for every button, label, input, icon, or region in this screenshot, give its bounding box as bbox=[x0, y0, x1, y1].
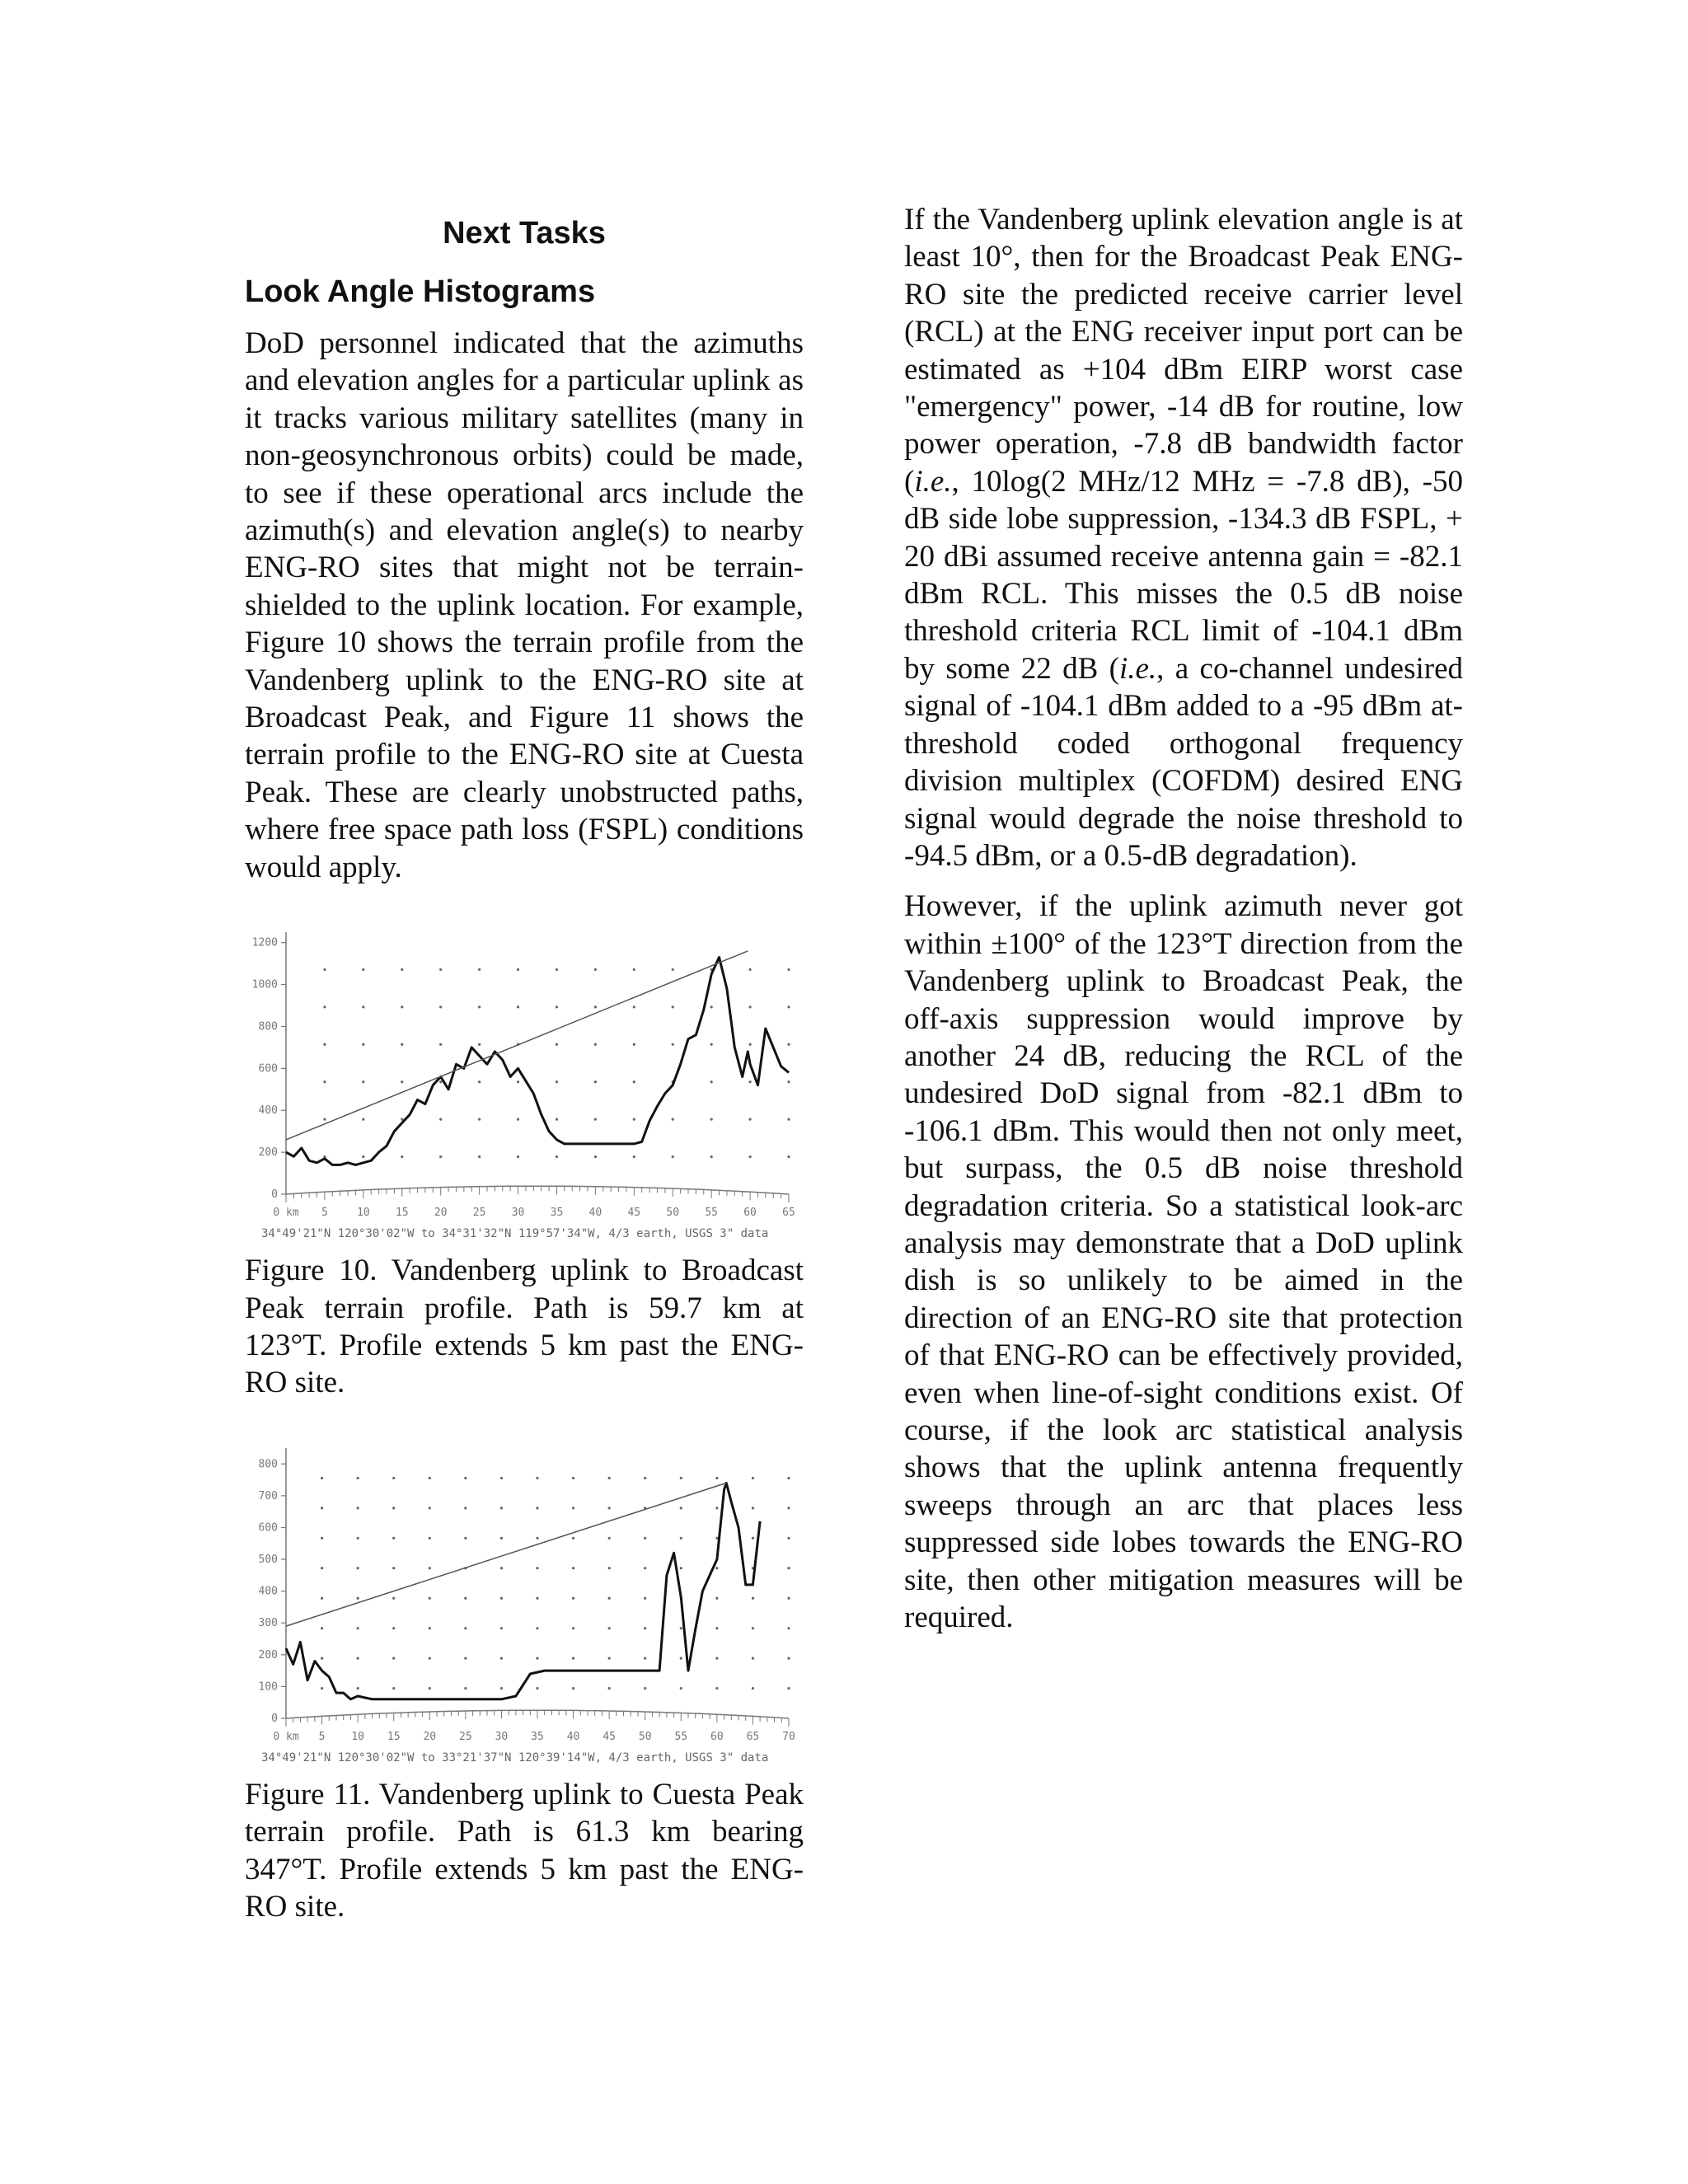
x-tick-label: 45 bbox=[603, 1730, 616, 1743]
grid-dot bbox=[500, 1657, 503, 1659]
grid-dot bbox=[633, 1080, 635, 1083]
grid-dot bbox=[752, 1507, 754, 1509]
grid-dot bbox=[536, 1596, 538, 1599]
grid-dot bbox=[787, 1596, 790, 1599]
grid-dot bbox=[752, 1657, 754, 1659]
grid-dot bbox=[357, 1627, 359, 1629]
grid-dot bbox=[787, 1118, 790, 1121]
figure-11-caption: Figure 11. Vandenberg uplink to Cuesta Peak terrain profile. Path is 61.3 km bearing 347°T. Profile extends 5 km past the ENG-RO site. bbox=[245, 1777, 804, 1924]
grid-dot bbox=[439, 1155, 442, 1158]
grid-dot bbox=[464, 1657, 467, 1659]
y-tick-label: 100 bbox=[258, 1680, 278, 1694]
grid-dot bbox=[572, 1507, 574, 1509]
grid-dot bbox=[594, 1043, 597, 1046]
left-column bbox=[245, 198, 804, 1925]
grid-dot bbox=[429, 1536, 431, 1539]
grid-dot bbox=[748, 1118, 751, 1121]
grid-dot bbox=[500, 1687, 503, 1690]
grid-dot bbox=[392, 1536, 395, 1539]
x-tick-label: 0 km bbox=[273, 1730, 299, 1743]
terrain-profile-chart-10 bbox=[237, 924, 797, 1245]
grid-dot bbox=[439, 1043, 442, 1046]
grid-dot bbox=[594, 1005, 597, 1008]
x-tick-label: 70 bbox=[782, 1730, 795, 1743]
grid-dot bbox=[439, 1118, 442, 1121]
grid-dot bbox=[321, 1567, 323, 1569]
x-tick-label: 15 bbox=[395, 1207, 409, 1220]
grid-dot bbox=[644, 1596, 646, 1599]
grid-dot bbox=[644, 1627, 646, 1629]
grid-dot bbox=[536, 1507, 538, 1509]
x-tick-label: 5 bbox=[321, 1207, 328, 1220]
grid-dot bbox=[536, 1477, 538, 1479]
coordinate-footer: 34°49'21"N 120°30'02"W to 33°21'37"N 120°39'14"W, 4/3 earth, USGS 3" data bbox=[261, 1750, 769, 1765]
grid-dot bbox=[464, 1627, 467, 1629]
grid-dot bbox=[572, 1627, 574, 1629]
grid-dot bbox=[392, 1657, 395, 1659]
grid-dot bbox=[429, 1596, 431, 1599]
grid-dot bbox=[321, 1477, 323, 1479]
grid-dot bbox=[357, 1596, 359, 1599]
grid-dot bbox=[594, 1155, 597, 1158]
grid-dot bbox=[357, 1477, 359, 1479]
grid-dot bbox=[464, 1536, 467, 1539]
x-tick-label: 30 bbox=[511, 1207, 525, 1220]
grid-dot bbox=[644, 1567, 646, 1569]
grid-dot bbox=[633, 1005, 635, 1008]
grid-dot bbox=[787, 1536, 790, 1539]
section-heading: Next Tasks bbox=[443, 216, 606, 251]
grid-dot bbox=[464, 1596, 467, 1599]
grid-dot bbox=[357, 1536, 359, 1539]
grid-dot bbox=[478, 1118, 481, 1121]
grid-dot bbox=[556, 1118, 558, 1121]
y-tick-label: 800 bbox=[258, 1020, 278, 1033]
grid-dot bbox=[500, 1596, 503, 1599]
figure-10 bbox=[237, 924, 797, 1245]
grid-dot bbox=[787, 1080, 790, 1083]
grid-dot bbox=[633, 1043, 635, 1046]
grid-dot bbox=[357, 1657, 359, 1659]
grid-dot bbox=[787, 1043, 790, 1046]
ie-abbrev-1: i.e. bbox=[914, 464, 952, 499]
grid-dot bbox=[323, 1043, 326, 1046]
y-tick-label: 400 bbox=[258, 1104, 278, 1118]
grid-dot bbox=[321, 1507, 323, 1509]
x-tick-label: 50 bbox=[666, 1207, 680, 1220]
grid-dot bbox=[392, 1627, 395, 1629]
grid-dot bbox=[787, 1657, 790, 1659]
grid-dot bbox=[608, 1477, 611, 1479]
grid-dot bbox=[478, 1005, 481, 1008]
grid-dot bbox=[787, 1155, 790, 1158]
grid-dot bbox=[644, 1687, 646, 1690]
x-tick-label: 20 bbox=[423, 1730, 437, 1743]
grid-dot bbox=[752, 1596, 754, 1599]
grid-dot bbox=[439, 1080, 442, 1083]
grid-dot bbox=[608, 1687, 611, 1690]
rcl-paragraph bbox=[904, 201, 1463, 874]
grid-dot bbox=[715, 1687, 718, 1690]
earth-curve bbox=[286, 1186, 789, 1194]
grid-dot bbox=[787, 1477, 790, 1479]
grid-dot bbox=[710, 1118, 713, 1121]
grid-dot bbox=[752, 1687, 754, 1690]
grid-dot bbox=[357, 1687, 359, 1690]
figure-11 bbox=[237, 1440, 797, 1769]
grid-dot bbox=[392, 1687, 395, 1690]
grid-dot bbox=[748, 1005, 751, 1008]
grid-dot bbox=[633, 968, 635, 971]
grid-dot bbox=[715, 1596, 718, 1599]
grid-dot bbox=[710, 1043, 713, 1046]
grid-dot bbox=[323, 1005, 326, 1008]
grid-dot bbox=[429, 1657, 431, 1659]
grid-dot bbox=[672, 1005, 674, 1008]
grid-dot bbox=[787, 1005, 790, 1008]
grid-dot bbox=[429, 1627, 431, 1629]
x-tick-label: 40 bbox=[588, 1207, 603, 1220]
grid-dot bbox=[357, 1567, 359, 1569]
grid-dot bbox=[362, 1005, 364, 1008]
grid-dot bbox=[680, 1687, 682, 1690]
grid-dot bbox=[536, 1536, 538, 1539]
grid-dot bbox=[752, 1477, 754, 1479]
y-tick-label: 1000 bbox=[251, 978, 278, 991]
grid-dot bbox=[644, 1477, 646, 1479]
right-column bbox=[904, 201, 1463, 1649]
grid-dot bbox=[710, 1005, 713, 1008]
grid-dot bbox=[362, 1118, 364, 1121]
figure-10-caption: Figure 10. Vandenberg uplink to Broadcast Peak terrain profile. Path is 59.7 km at 123°T. Profile extends 5 km past the ENG-RO site. bbox=[245, 1254, 804, 1400]
grid-dot bbox=[321, 1687, 323, 1690]
x-tick-label: 65 bbox=[782, 1207, 795, 1220]
y-tick-label: 800 bbox=[258, 1458, 278, 1471]
grid-dot bbox=[500, 1477, 503, 1479]
grid-dot bbox=[672, 1043, 674, 1046]
terrain-profile-line bbox=[286, 1483, 760, 1699]
grid-dot bbox=[500, 1507, 503, 1509]
x-tick-label: 30 bbox=[495, 1730, 509, 1743]
grid-dot bbox=[748, 1080, 751, 1083]
grid-dot bbox=[464, 1477, 467, 1479]
grid-dot bbox=[429, 1477, 431, 1479]
grid-dot bbox=[478, 1155, 481, 1158]
y-tick-label: 400 bbox=[258, 1585, 278, 1598]
grid-dot bbox=[536, 1657, 538, 1659]
y-tick-label: 0 bbox=[271, 1712, 278, 1725]
grid-dot bbox=[392, 1507, 395, 1509]
grid-dot bbox=[748, 1043, 751, 1046]
x-tick-label: 55 bbox=[674, 1730, 688, 1743]
grid-dot bbox=[680, 1567, 682, 1569]
grid-dot bbox=[672, 1118, 674, 1121]
grid-dot bbox=[478, 1080, 481, 1083]
grid-dot bbox=[680, 1657, 682, 1659]
grid-dot bbox=[787, 968, 790, 971]
grid-dot bbox=[401, 1080, 403, 1083]
grid-dot bbox=[321, 1536, 323, 1539]
x-tick-label: 25 bbox=[472, 1207, 486, 1220]
y-tick-label: 700 bbox=[258, 1489, 278, 1502]
y-tick-label: 0 bbox=[271, 1188, 278, 1202]
line-of-sight-line bbox=[286, 951, 748, 1140]
grid-dot bbox=[752, 1627, 754, 1629]
y-tick-label: 200 bbox=[258, 1146, 278, 1160]
x-tick-label: 60 bbox=[710, 1730, 724, 1743]
x-tick-label: 10 bbox=[351, 1730, 364, 1743]
terrain-profile-chart-11 bbox=[237, 1440, 797, 1769]
grid-dot bbox=[608, 1536, 611, 1539]
grid-dot bbox=[572, 1477, 574, 1479]
grid-dot bbox=[401, 1155, 403, 1158]
y-tick-label: 300 bbox=[258, 1616, 278, 1629]
azimuth-paragraph: However, if the uplink azimuth never got within ±100° of the 123°T direction from the Vandenberg uplink to Broadcast Peak, the off-axis suppression would improve by another 24 dB, reducing the RCL of the undesired DoD signal from -82.1 dBm to -106.1 dBm. This would then not only meet, but surpass, the 0.5 dB noise threshold degradation criteria. So a statistical look-arc analysis may demonstrate that a DoD uplink dish is so unlikely to be aimed in the direction of an ENG-RO site that protection of that ENG-RO can be effectively provided, even when line-of-sight conditions exist. Of course, if the look arc statistical analysis shows that the uplink antenna frequently sweeps through an arc that places less suppressed side lobes towards the ENG-RO site, then other mitigation measures will be required. bbox=[904, 889, 1463, 1635]
grid-dot bbox=[556, 1043, 558, 1046]
grid-dot bbox=[572, 1567, 574, 1569]
grid-dot bbox=[323, 1118, 326, 1121]
grid-dot bbox=[321, 1657, 323, 1659]
grid-dot bbox=[594, 1118, 597, 1121]
grid-dot bbox=[633, 1118, 635, 1121]
grid-dot bbox=[787, 1567, 790, 1569]
grid-dot bbox=[401, 968, 403, 971]
grid-dot bbox=[392, 1567, 395, 1569]
x-tick-label: 45 bbox=[627, 1207, 641, 1220]
grid-dot bbox=[608, 1596, 611, 1599]
grid-dot bbox=[748, 968, 751, 971]
grid-dot bbox=[608, 1657, 611, 1659]
x-tick-label: 60 bbox=[743, 1207, 757, 1220]
grid-dot bbox=[362, 1080, 364, 1083]
grid-dot bbox=[556, 1005, 558, 1008]
grid-dot bbox=[536, 1687, 538, 1690]
grid-dot bbox=[323, 968, 326, 971]
grid-dot bbox=[715, 1567, 718, 1569]
grid-dot bbox=[517, 1005, 519, 1008]
x-tick-label: 0 km bbox=[273, 1207, 299, 1220]
grid-dot bbox=[556, 1155, 558, 1158]
grid-dot bbox=[478, 968, 481, 971]
grid-dot bbox=[787, 1687, 790, 1690]
grid-dot bbox=[572, 1657, 574, 1659]
grid-dot bbox=[517, 1155, 519, 1158]
y-tick-label: 600 bbox=[258, 1062, 278, 1076]
grid-dot bbox=[752, 1536, 754, 1539]
y-tick-label: 200 bbox=[258, 1648, 278, 1661]
rcl-text-c: , a co-channel undesired signal of -104.1 dBm added to a -95 dBm at-threshold coded orthogonal frequency division multiplex (COFDM) desired ENG signal would degrade the noise threshold to -94.5 dBm, or a 0.5-dB degradation). bbox=[904, 651, 1463, 873]
grid-dot bbox=[787, 1507, 790, 1509]
x-tick-label: 50 bbox=[638, 1730, 652, 1743]
x-tick-label: 40 bbox=[566, 1730, 580, 1743]
grid-dot bbox=[362, 1155, 364, 1158]
grid-dot bbox=[401, 1005, 403, 1008]
rcl-text-b: , 10log(2 MHz/12 MHz = -7.8 dB), -50 dB side lobe suppression, -134.3 dB FSPL, + 20 dBi assumed receive antenna gain = -82.1 dBm RCL. This misses the 0.5 dB noise threshold criteria RCL limit of -104.1 dBm by some 22 dB ( bbox=[904, 464, 1463, 686]
grid-dot bbox=[715, 1627, 718, 1629]
x-tick-label: 65 bbox=[746, 1730, 760, 1743]
grid-dot bbox=[321, 1596, 323, 1599]
x-tick-label: 35 bbox=[550, 1207, 564, 1220]
grid-dot bbox=[536, 1567, 538, 1569]
grid-dot bbox=[500, 1627, 503, 1629]
grid-dot bbox=[321, 1627, 323, 1629]
grid-dot bbox=[715, 1507, 718, 1509]
grid-dot bbox=[556, 1080, 558, 1083]
y-tick-label: 500 bbox=[258, 1553, 278, 1566]
grid-dot bbox=[680, 1477, 682, 1479]
grid-dot bbox=[323, 1080, 326, 1083]
grid-dot bbox=[715, 1657, 718, 1659]
grid-dot bbox=[633, 1155, 635, 1158]
grid-dot bbox=[517, 1080, 519, 1083]
x-tick-label: 55 bbox=[705, 1207, 718, 1220]
grid-dot bbox=[572, 1536, 574, 1539]
grid-dot bbox=[594, 968, 597, 971]
rcl-text-a: If the Vandenberg uplink elevation angle is at least 10°, then for the Broadcast Peak ENG-RO site the predicted receive carrier level (RCL) at the ENG receiver input port can be estimated as +104 dBm EIRP worst case "emergency" power, -14 dB for routine, low power operation, -7.8 dB bandwidth factor ( bbox=[904, 203, 1463, 499]
grid-dot bbox=[517, 1118, 519, 1121]
grid-dot bbox=[672, 968, 674, 971]
x-tick-label: 5 bbox=[318, 1730, 326, 1743]
grid-dot bbox=[608, 1627, 611, 1629]
grid-dot bbox=[478, 1043, 481, 1046]
grid-dot bbox=[608, 1567, 611, 1569]
grid-dot bbox=[787, 1627, 790, 1629]
x-tick-label: 35 bbox=[531, 1730, 544, 1743]
grid-dot bbox=[608, 1507, 611, 1509]
grid-dot bbox=[710, 1155, 713, 1158]
grid-dot bbox=[517, 968, 519, 971]
line-of-sight-line bbox=[286, 1483, 726, 1626]
grid-dot bbox=[362, 1043, 364, 1046]
grid-dot bbox=[644, 1536, 646, 1539]
grid-dot bbox=[748, 1155, 751, 1158]
ie-abbrev-2: i.e. bbox=[1118, 651, 1157, 686]
grid-dot bbox=[439, 1005, 442, 1008]
coordinate-footer: 34°49'21"N 120°30'02"W to 34°31'32"N 119°57'34"W, 4/3 earth, USGS 3" data bbox=[261, 1227, 769, 1241]
grid-dot bbox=[357, 1507, 359, 1509]
grid-dot bbox=[464, 1507, 467, 1509]
grid-dot bbox=[536, 1627, 538, 1629]
grid-dot bbox=[464, 1687, 467, 1690]
grid-dot bbox=[429, 1567, 431, 1569]
grid-dot bbox=[644, 1657, 646, 1659]
grid-dot bbox=[500, 1567, 503, 1569]
grid-dot bbox=[680, 1627, 682, 1629]
grid-dot bbox=[572, 1596, 574, 1599]
x-tick-label: 25 bbox=[459, 1730, 472, 1743]
grid-dot bbox=[594, 1080, 597, 1083]
subsection-heading: Look Angle Histograms bbox=[245, 274, 596, 309]
grid-dot bbox=[556, 968, 558, 971]
grid-dot bbox=[439, 968, 442, 971]
terrain-profile-line bbox=[286, 958, 789, 1165]
grid-dot bbox=[392, 1477, 395, 1479]
grid-dot bbox=[429, 1507, 431, 1509]
grid-dot bbox=[710, 1080, 713, 1083]
grid-dot bbox=[362, 968, 364, 971]
x-tick-label: 15 bbox=[387, 1730, 401, 1743]
x-tick-label: 10 bbox=[357, 1207, 370, 1220]
grid-dot bbox=[680, 1536, 682, 1539]
y-tick-label: 600 bbox=[258, 1521, 278, 1535]
grid-dot bbox=[429, 1687, 431, 1690]
x-tick-label: 20 bbox=[434, 1207, 448, 1220]
grid-dot bbox=[500, 1536, 503, 1539]
grid-dot bbox=[572, 1687, 574, 1690]
grid-dot bbox=[401, 1043, 403, 1046]
body-paragraph: DoD personnel indicated that the azimuths and elevation angles for a particular uplink as it tracks various military satellites (many in non-geosynchronous orbits) could be made, to see if these operational arcs include the azimuth(s) and elevation angle(s) to nearby ENG-RO sites that might not be terrain-shielded to the uplink location. For example, Figure 10 shows the terrain profile from the Vandenberg uplink to the ENG-RO site at Broadcast Peak, and Figure 11 shows the terrain profile to the ENG-RO site at Cuesta Peak. These are clearly unobstructed paths, where free space path loss (FSPL) conditions would apply. bbox=[245, 326, 804, 884]
grid-dot bbox=[672, 1155, 674, 1158]
grid-dot bbox=[392, 1596, 395, 1599]
grid-dot bbox=[715, 1477, 718, 1479]
y-tick-label: 1200 bbox=[251, 936, 278, 949]
grid-dot bbox=[680, 1507, 682, 1509]
